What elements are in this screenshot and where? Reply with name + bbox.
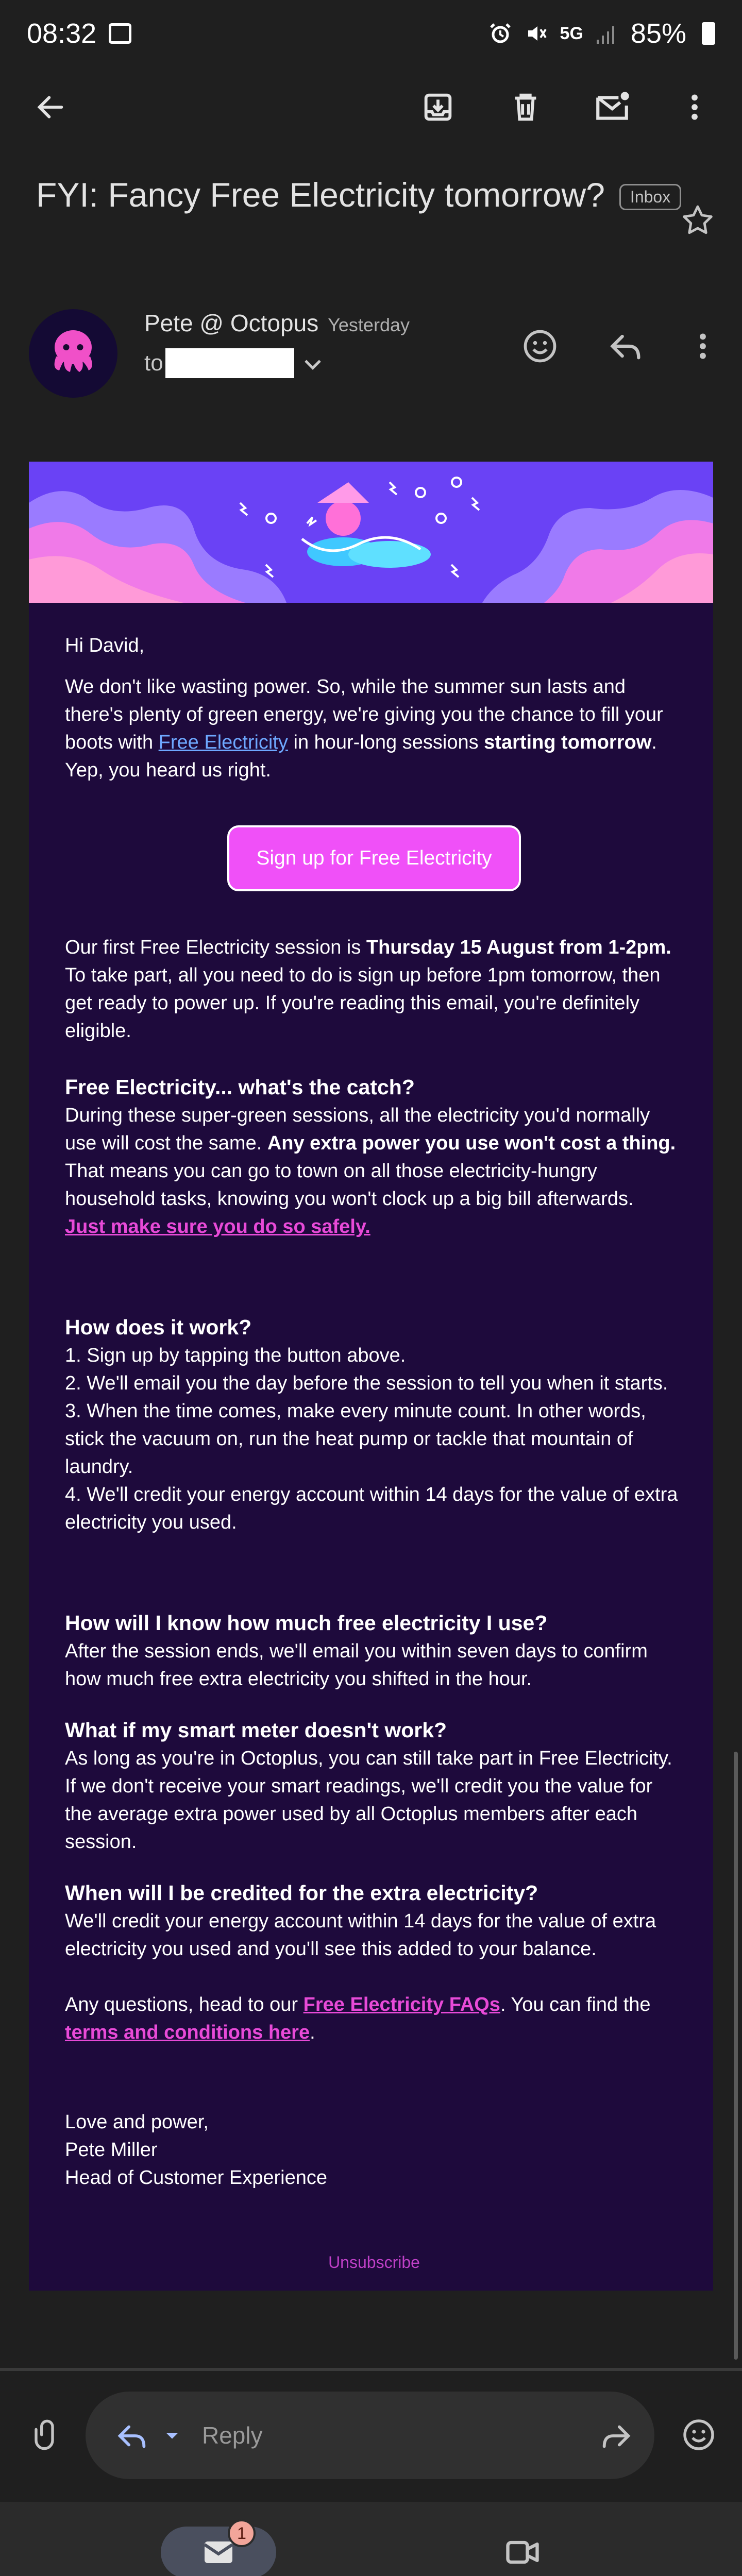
scrollbar[interactable] <box>734 1752 738 2360</box>
reply-placeholder: Reply <box>202 2422 263 2449</box>
battery-percent: 85% <box>630 18 686 49</box>
signoff-line-1: Love and power, <box>65 2111 209 2133</box>
star-icon[interactable] <box>673 196 722 245</box>
redacted-recipient <box>165 348 294 378</box>
nav-mail-tab[interactable] <box>161 2523 276 2576</box>
banner-illustration-icon <box>29 462 713 603</box>
how-step-4: 4. We'll credit your energy account within 14 days for the value of extra electricity you used. <box>65 1484 678 1533</box>
nav-meet-tab[interactable] <box>497 2527 548 2576</box>
how-step-3: 3. When the time comes, make every minute count. In other words, stick the vacuum on, run the heat pump or tackle that mountain of laundry. <box>65 1400 646 1478</box>
catch-paragraph: During these super-green sessions, all the electricity you'd normally use will cost the same. Any extra power you use won't cost a thing. That means you can go to town on all those electricity-hungry household tasks, knowing you won't clock up a big bill afterwards. <box>65 1105 676 1210</box>
to-label: to <box>144 350 163 376</box>
credit-heading: When will I be credited for the extra electricity? <box>65 1881 538 1905</box>
more-options-icon[interactable] <box>670 82 719 132</box>
back-icon[interactable] <box>26 82 75 132</box>
mark-unread-icon[interactable] <box>587 82 637 132</box>
sender-name: Pete @ Octopus <box>144 310 319 336</box>
email-content <box>65 632 683 2276</box>
meter-heading: What if my smart meter doesn't work? <box>65 1718 447 1742</box>
signoff-title: Head of Customer Experience <box>65 2167 328 2189</box>
emoji-icon[interactable] <box>673 2409 724 2461</box>
status-icons <box>488 18 715 49</box>
divider <box>0 2368 742 2371</box>
reply-input[interactable] <box>86 2392 654 2479</box>
email-subject <box>36 175 681 214</box>
unsubscribe-link[interactable]: Unsubscribe <box>328 2253 420 2272</box>
sender-avatar[interactable] <box>29 309 117 398</box>
free-electricity-link[interactable]: Free Electricity <box>158 732 288 753</box>
attach-icon[interactable] <box>19 2409 70 2461</box>
reply-icon[interactable] <box>600 320 651 372</box>
battery-icon <box>702 22 715 45</box>
how-step-1: 1. Sign up by tapping the button above. <box>65 1345 406 1366</box>
terms-link[interactable]: terms and conditions here <box>65 2022 310 2043</box>
emoji-react-icon[interactable] <box>514 320 566 372</box>
chevron-down-icon[interactable] <box>298 349 327 378</box>
credit-paragraph: We'll credit your energy account within 14 days for the value of extra electricity you used and you'll see this added to your balance. <box>65 1910 656 1960</box>
email-body <box>29 462 713 2291</box>
network-type: 5G <box>560 23 583 43</box>
gallery-notification-icon <box>109 23 131 44</box>
signoff-name: Pete Miller <box>65 2139 158 2161</box>
greeting: Hi David, <box>65 635 145 656</box>
sign-up-button[interactable]: Sign up for Free Electricity <box>227 825 521 891</box>
catch-heading: Free Electricity... what's the catch? <box>65 1075 415 1099</box>
top-app-bar <box>0 82 742 139</box>
sender-line <box>144 309 410 337</box>
mute-icon <box>524 21 549 46</box>
octopus-logo-icon <box>42 323 104 384</box>
bottom-nav <box>0 2502 742 2576</box>
how-step-2: 2. We'll email you the day before the session to tell you when it starts. <box>65 1372 668 1394</box>
intro-paragraph: We don't like wasting power. So, while the summer sun lasts and there's plenty of green energy, we're giving you the chance to fill your boots with Free Electricity in hour-long sessions starting tomorrow. Yep, you heard us right. <box>65 676 663 781</box>
mail-badge: 1 <box>228 2519 256 2547</box>
meter-paragraph: As long as you're in Octoplus, you can still take part in Free Electricity. If we don't receive your smart readings, we'll credit you the value for the average extra power used by all Octoplus members after each session. <box>65 1748 672 1853</box>
status-bar <box>0 0 742 67</box>
delete-icon[interactable] <box>501 82 550 132</box>
sender-time: Yesterday <box>328 314 410 335</box>
how-heading: How does it work? <box>65 1315 252 1339</box>
reply-type-dropdown-icon[interactable] <box>157 2417 188 2453</box>
reply-type-icon[interactable] <box>106 2411 158 2461</box>
inbox-label-chip[interactable]: Inbox <box>619 184 681 210</box>
session-paragraph: Our first Free Electricity session is Thursday 15 August from 1-2pm. To take part, all you need to do is sign up before 1pm tomorrow, then get ready to power up. If you're reading this email, you're definitely eligible. <box>65 937 671 1042</box>
video-camera-icon <box>503 2533 542 2572</box>
questions-paragraph: Any questions, head to our Free Electricity FAQs. You can find the terms and conditions here. <box>65 1994 651 2043</box>
subject-title: FYI: Fancy Free Electricity tomorrow? <box>36 176 605 214</box>
safety-link[interactable]: Just make sure you do so safely. <box>65 1216 370 1238</box>
faq-link[interactable]: Free Electricity FAQs <box>303 1994 500 2015</box>
forward-icon[interactable] <box>591 2411 642 2461</box>
signal-icon <box>595 21 619 46</box>
recipient-row[interactable] <box>144 348 327 378</box>
know-paragraph: After the session ends, we'll email you within seven days to confirm how much free extra electricity you shifted in the hour. <box>65 1640 648 1690</box>
sender-more-icon[interactable] <box>678 320 728 372</box>
archive-icon[interactable] <box>413 82 463 132</box>
email-banner-image <box>29 462 713 603</box>
status-time: 08:32 <box>27 18 97 49</box>
alarm-icon <box>488 21 513 46</box>
know-heading: How will I know how much free electricity I use? <box>65 1611 548 1635</box>
